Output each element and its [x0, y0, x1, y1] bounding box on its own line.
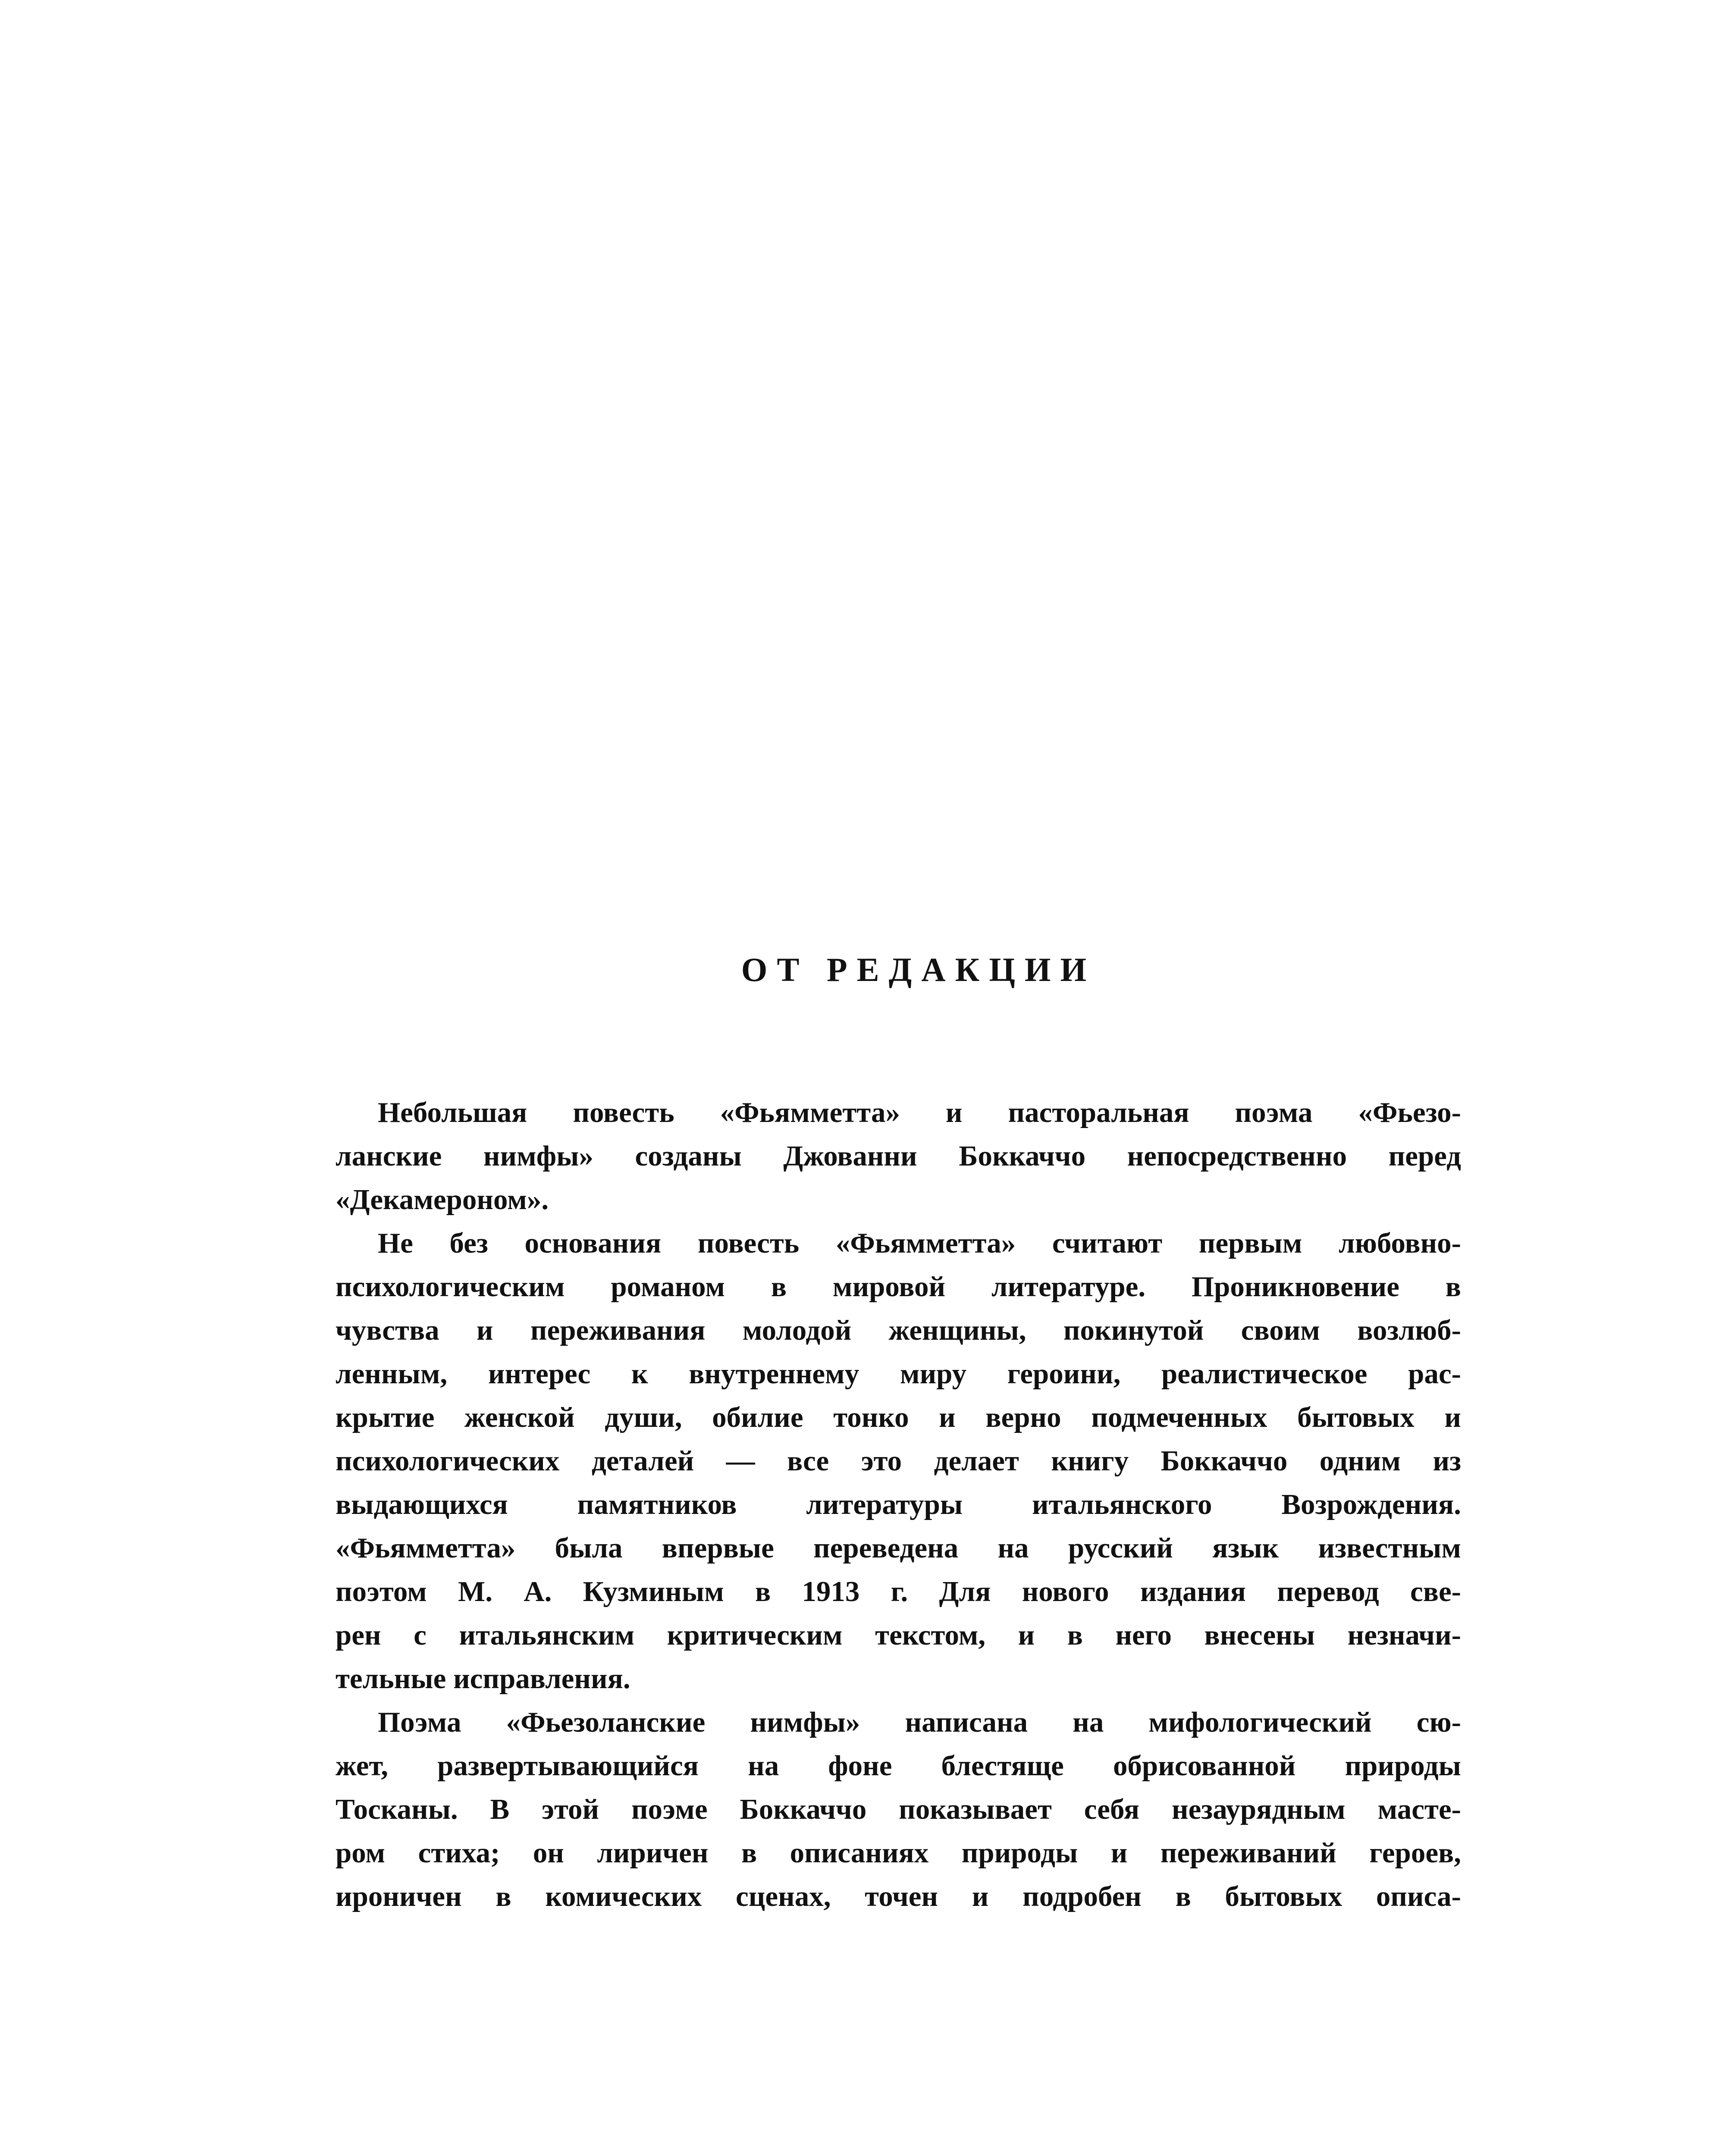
- text-line: жет, развертывающийся на фоне блестяще обрисованной природы: [336, 1750, 1461, 1782]
- text-line: Небольшая повесть «Фьямметта» и пасторальная поэма «Фьезо-: [378, 1097, 1461, 1128]
- text-line: выдающихся памятников литературы итальянского Возрождения.: [336, 1489, 1461, 1520]
- text-line: чувства и переживания молодой женщины, покинутой своим возлюб-: [336, 1314, 1461, 1346]
- text-line: психологических деталей — все это делает книгу Боккаччо одним из: [336, 1445, 1461, 1477]
- text-line: ироничен в комических сценах, точен и подробен в бытовых описа-: [336, 1880, 1461, 1912]
- text-line: «Фьямметта» была впервые переведена на русский язык известным: [336, 1532, 1461, 1564]
- text-line: Тосканы. В этой поэме Боккаччо показывает себя незаурядным масте-: [336, 1793, 1461, 1825]
- text-line: Не без основания повесть «Фьямметта» считают первым любовно-: [378, 1227, 1461, 1259]
- text-line: тельные исправления.: [336, 1663, 630, 1695]
- text-line: психологическим романом в мировой литературе. Проникновение в: [336, 1271, 1461, 1303]
- text-line: «Декамероном».: [336, 1184, 549, 1216]
- body-text: [336, 1091, 1461, 1918]
- text-line: рен с итальянским критическим текстом, и в него внесены незначи-: [336, 1619, 1461, 1651]
- text-line: поэтом М. А. Кузминым в 1913 г. Для нового издания перевод све-: [336, 1576, 1461, 1608]
- text-line: ром стиха; он лиричен в описаниях природы и переживаний героев,: [336, 1837, 1461, 1869]
- page-title: ОТ РЕДАКЦИИ: [741, 951, 1096, 988]
- text-line: ленным, интерес к внутреннему миру героини, реалистическое рас-: [336, 1358, 1461, 1390]
- text-line: крытие женской души, обилие тонко и верно подмеченных бытовых и: [336, 1401, 1461, 1433]
- text-line: Поэма «Фьезоланские нимфы» написана на мифологический сю-: [378, 1706, 1461, 1738]
- text-line: ланские нимфы» созданы Джованни Боккаччо непосредственно перед: [336, 1140, 1461, 1172]
